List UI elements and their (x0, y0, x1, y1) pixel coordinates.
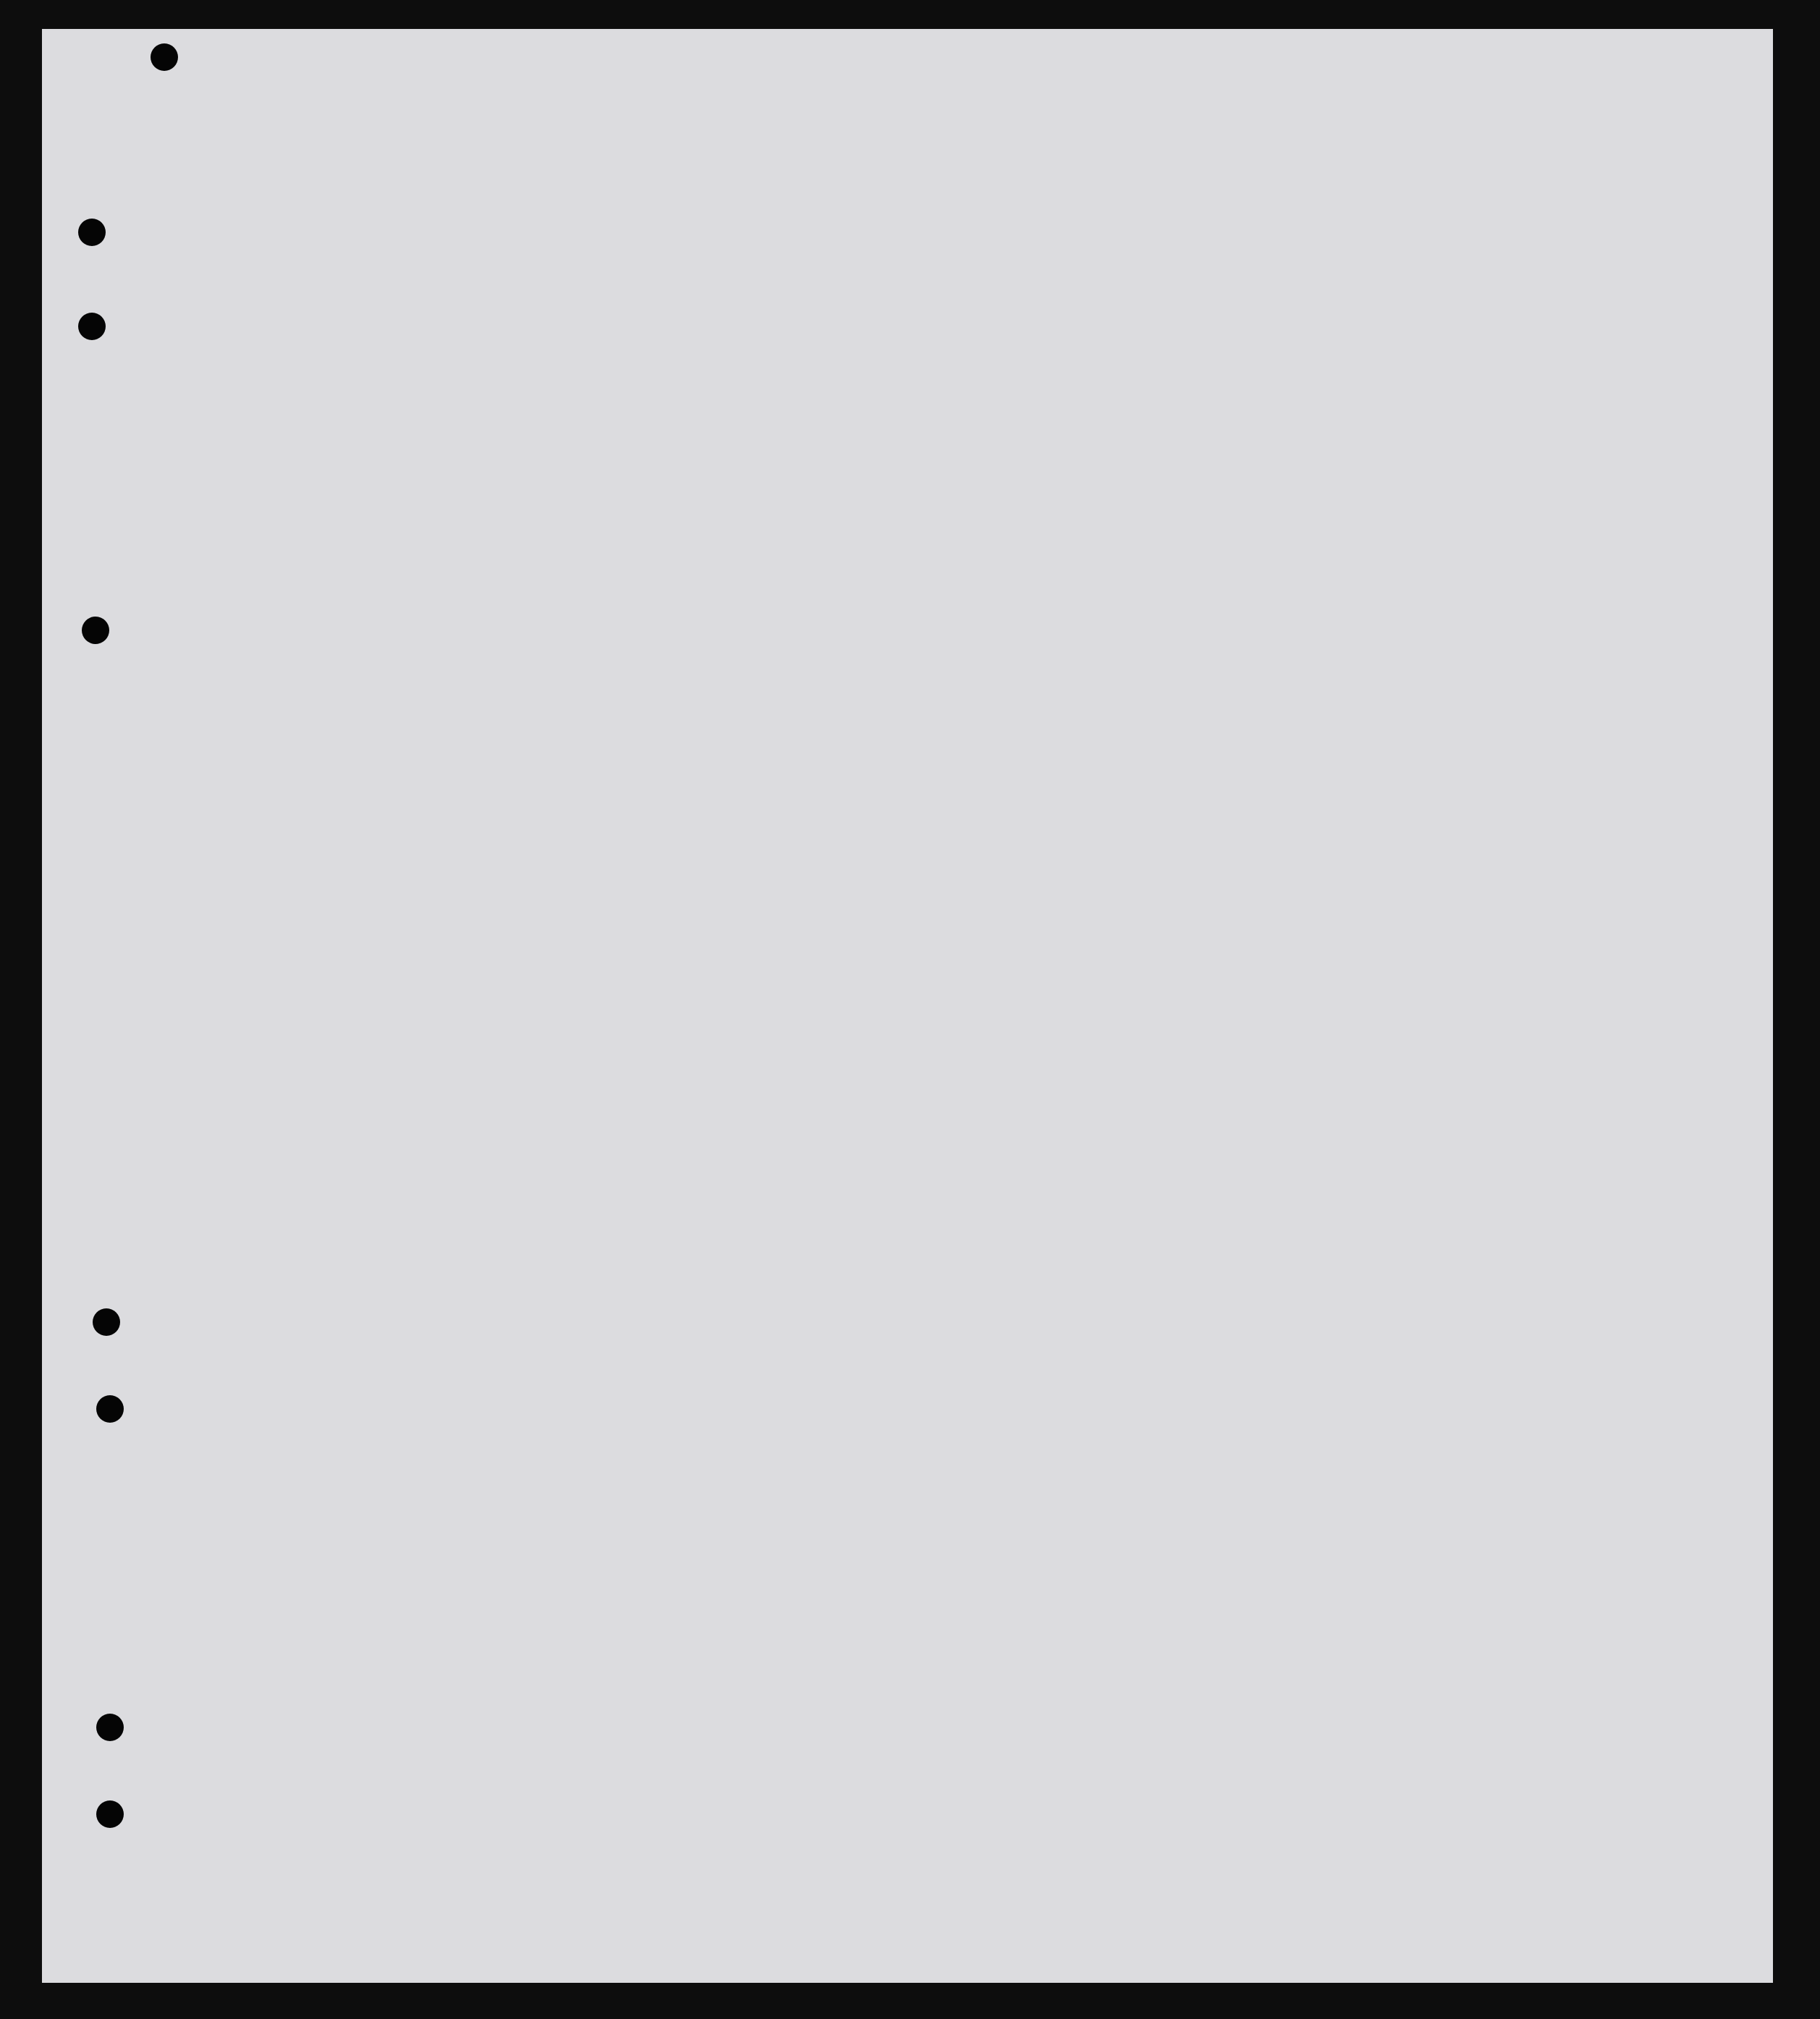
table-grid (42, 29, 1773, 1983)
manifest-sheet (42, 29, 1773, 1983)
